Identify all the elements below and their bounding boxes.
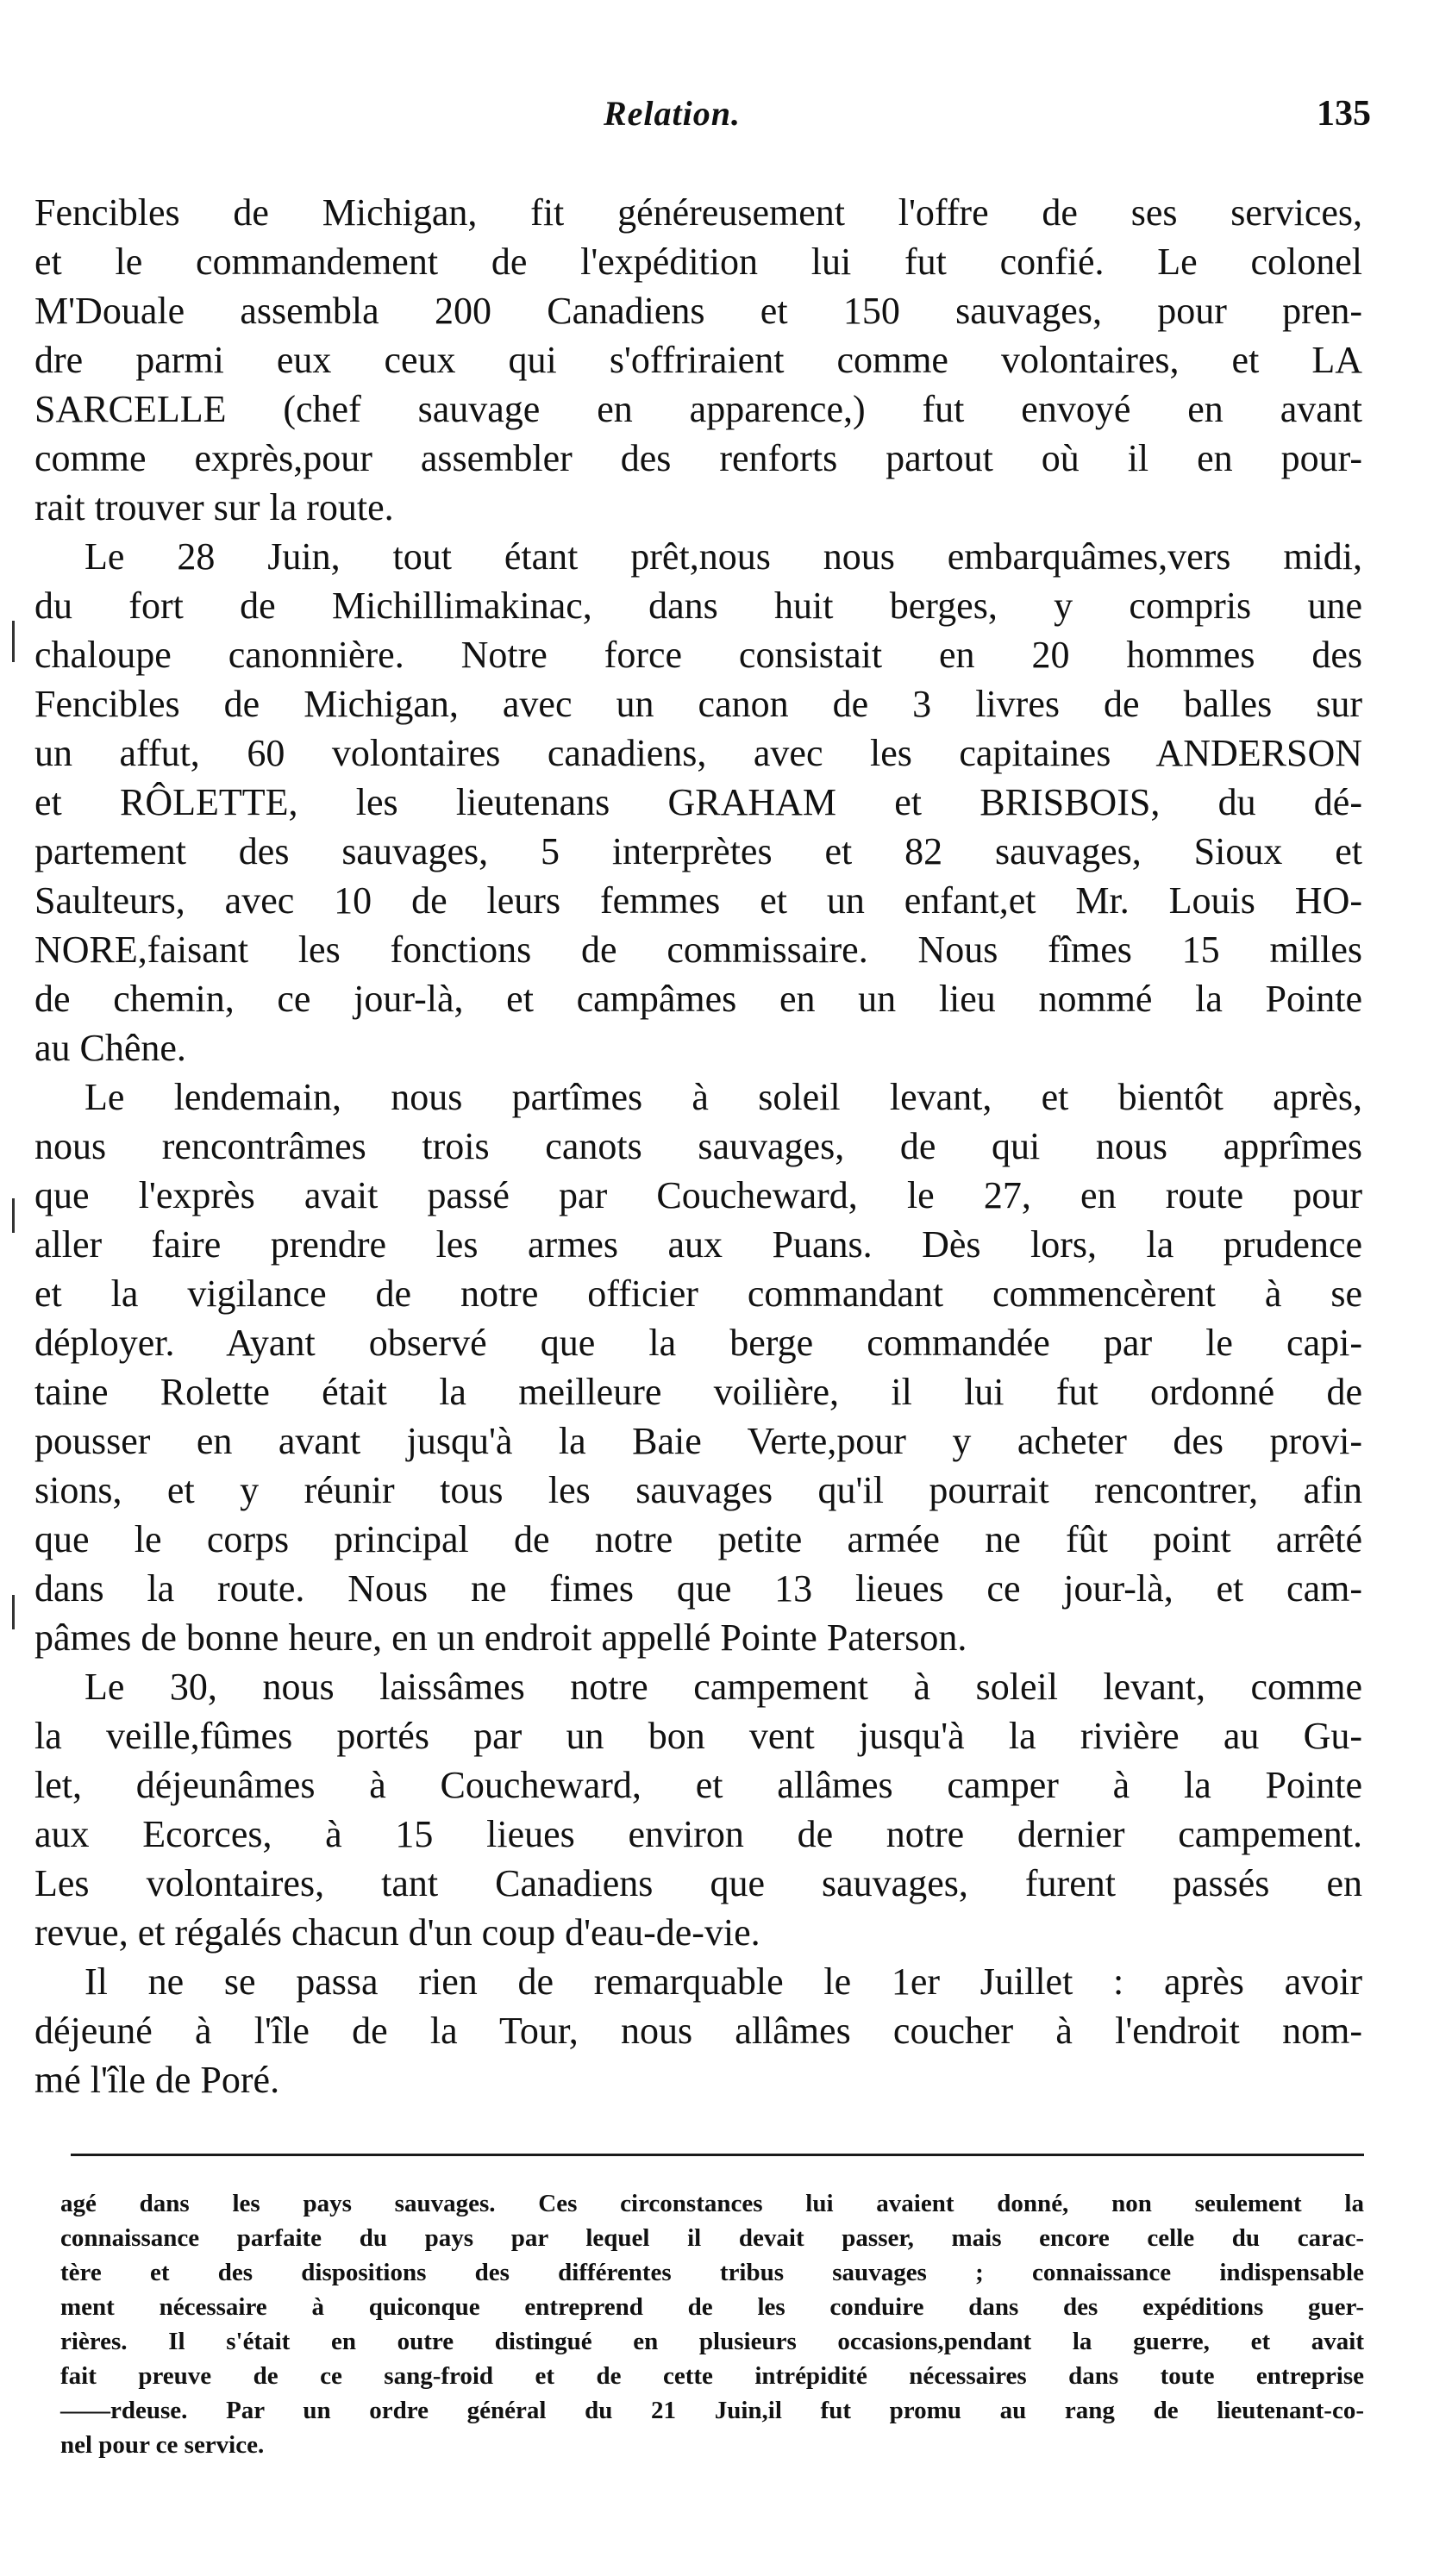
text-line: let, déjeunâmes à Coucheward, et allâmes camper à la Pointe — [34, 1764, 1362, 1806]
margin-mark — [12, 1198, 15, 1233]
text-line: dre parmi eux ceux qui s'offriraient comme volontaires, et LA — [34, 339, 1362, 381]
text-line: revue, et régalés chacun d'un coup d'eau-de-vie. — [34, 1911, 760, 1954]
text-line: mé l'île de Poré. — [34, 2059, 280, 2101]
page-number: 135 — [1317, 94, 1371, 134]
text-line: Les volontaires, tant Canadiens que sauvages, furent passés en — [34, 1862, 1362, 1904]
text-line: Fencibles de Michigan, avec un canon de 3 livres de balles sur — [34, 683, 1362, 725]
text-line: Le 28 Juin, tout étant prêt,nous nous embarquâmes,vers midi, — [84, 535, 1362, 578]
text-line: NORE,faisant les fonctions de commissaire. Nous fîmes 15 milles — [34, 928, 1362, 971]
footnote-line: agé dans les pays sauvages. Ces circonstances lui avaient donné, non seulement la — [60, 2190, 1364, 2217]
footnote-line: nel pour ce service. — [60, 2431, 265, 2459]
footnote-line: ment nécessaire à quiconque entreprend de les conduire dans des expéditions guer- — [60, 2293, 1364, 2321]
text-line: comme exprès,pour assembler des renforts partout où il en pour- — [34, 437, 1362, 479]
text-line: partement des sauvages, 5 interprètes et 82 sauvages, Sioux et — [34, 830, 1362, 872]
footnote-rule — [71, 2154, 1364, 2156]
footnote-line: connaissance parfaite du pays par lequel il devait passer, mais encore celle du carac- — [60, 2224, 1364, 2252]
text-line: taine Rolette était la meilleure voilière, il lui fut ordonné de — [34, 1371, 1362, 1413]
text-line: et RÔLETTE, les lieutenans GRAHAM et BRISBOIS, du dé- — [34, 781, 1362, 823]
margin-mark — [12, 621, 15, 662]
text-line: dans la route. Nous ne fimes que 13 lieues ce jour-là, et cam- — [34, 1567, 1362, 1610]
text-line: chaloupe canonnière. Notre force consistait en 20 hommes des — [34, 634, 1362, 676]
text-line: pâmes de bonne heure, en un endroit appellé Pointe Paterson. — [34, 1616, 967, 1659]
text-line: et le commandement de l'expédition lui fut confié. Le colonel — [34, 241, 1362, 283]
text-line: aller faire prendre les armes aux Puans. Dès lors, la prudence — [34, 1223, 1362, 1266]
main-text — [34, 188, 1362, 2104]
footnote-line: rières. Il s'était en outre distingué en plusieurs occasions,pendant la guerre, et avait — [60, 2328, 1364, 2355]
text-line: Fencibles de Michigan, fit généreusement l'offre de ses services, — [34, 191, 1362, 234]
text-line: Le 30, nous laissâmes notre campement à soleil levant, comme — [84, 1666, 1362, 1708]
running-title: Relation. — [604, 94, 742, 133]
text-line: de chemin, ce jour-là, et campâmes en un lieu nommé la Pointe — [34, 978, 1362, 1020]
text-line: que le corps principal de notre petite armée ne fût point arrêté — [34, 1518, 1362, 1560]
text-line: Le lendemain, nous partîmes à soleil levant, et bientôt après, — [84, 1076, 1362, 1118]
text-line: un affut, 60 volontaires canadiens, avec les capitaines ANDERSON — [34, 732, 1362, 774]
text-line: rait trouver sur la route. — [34, 486, 394, 528]
text-line: SARCELLE (chef sauvage en apparence,) fut envoyé en avant — [34, 388, 1362, 430]
footnote-line: fait preuve de ce sang-froid et de cette intrépidité nécessaires dans toute entreprise — [60, 2362, 1364, 2390]
text-line: et la vigilance de notre officier commandant commencèrent à se — [34, 1272, 1362, 1315]
text-line: M'Douale assembla 200 Canadiens et 150 sauvages, pour pren- — [34, 290, 1362, 332]
footnote-line: ——rdeuse. Par un ordre général du 21 Juin,il fut promu au rang de lieutenant-co- — [60, 2397, 1364, 2424]
text-line: que l'exprès avait passé par Coucheward, le 27, en route pour — [34, 1174, 1362, 1216]
running-head — [34, 93, 1371, 145]
text-line: Il ne se passa rien de remarquable le 1er Juillet : après avoir — [84, 1960, 1362, 2003]
text-line: nous rencontrâmes trois canots sauvages, de qui nous apprîmes — [34, 1125, 1362, 1167]
footnote — [60, 2186, 1364, 2462]
text-line: déployer. Ayant observé que la berge commandée par le capi- — [34, 1322, 1362, 1364]
text-line: sions, et y réunir tous les sauvages qu'il pourrait rencontrer, afin — [34, 1469, 1362, 1511]
text-line: la veille,fûmes portés par un bon vent jusqu'à la rivière au Gu- — [34, 1715, 1362, 1757]
text-line: au Chêne. — [34, 1027, 186, 1069]
text-line: aux Ecorces, à 15 lieues environ de notre dernier campement. — [34, 1813, 1362, 1855]
text-line: pousser en avant jusqu'à la Baie Verte,pour y acheter des provi- — [34, 1420, 1362, 1462]
text-line: du fort de Michillimakinac, dans huit berges, y compris une — [34, 585, 1362, 627]
footnote-line: tère et des dispositions des différentes tribus sauvages ; connaissance indispensable — [60, 2259, 1364, 2286]
text-line: déjeuné à l'île de la Tour, nous allâmes coucher à l'endroit nom- — [34, 2010, 1362, 2052]
margin-mark — [12, 1595, 15, 1629]
text-line: Saulteurs, avec 10 de leurs femmes et un enfant,et Mr. Louis HO- — [34, 879, 1362, 922]
